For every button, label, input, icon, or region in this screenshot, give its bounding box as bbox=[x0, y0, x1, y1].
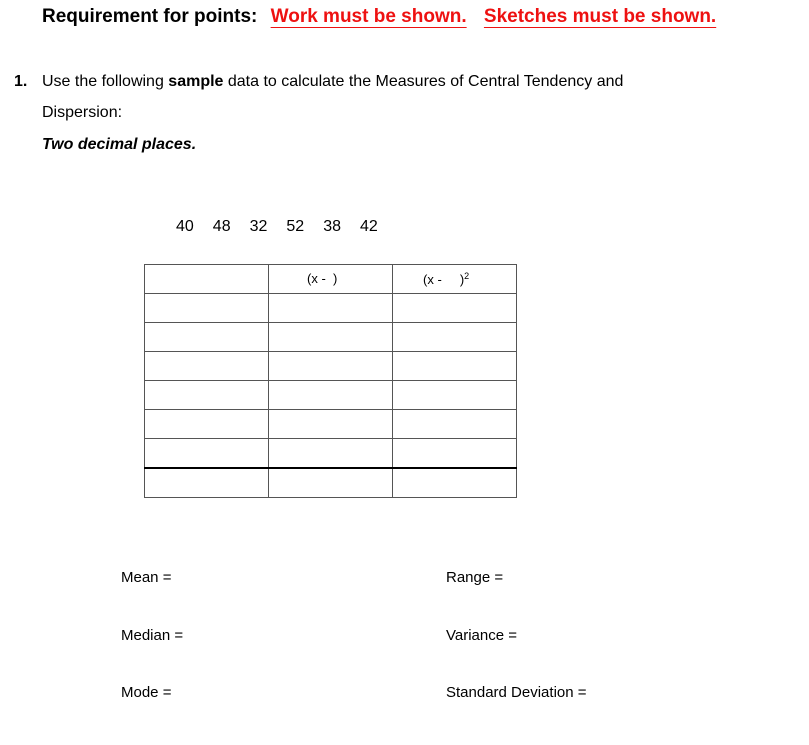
standard-deviation-label: Standard Deviation = bbox=[446, 684, 587, 701]
variance-label: Variance = bbox=[446, 627, 518, 644]
work-table bbox=[144, 264, 517, 498]
question-text-line1 bbox=[42, 73, 623, 91]
question-text-end: data to calculate the Measures of Central Tendency and bbox=[223, 73, 624, 90]
question-text-line2: Dispersion: bbox=[42, 104, 123, 121]
deviation-header: (x - ) bbox=[307, 271, 338, 286]
table-header-row bbox=[145, 265, 517, 294]
data-value: 52 bbox=[286, 218, 305, 235]
table-cell[interactable] bbox=[269, 294, 393, 323]
median-label: Median = bbox=[121, 627, 184, 644]
mode-label: Mode = bbox=[121, 684, 172, 701]
table-row bbox=[145, 323, 517, 352]
table-cell[interactable] bbox=[269, 323, 393, 352]
table-cell-squared-header[interactable] bbox=[393, 265, 517, 294]
table-cell-deviation-header[interactable] bbox=[269, 265, 393, 294]
table-cell[interactable] bbox=[393, 381, 517, 410]
table-cell[interactable] bbox=[269, 352, 393, 381]
table-cell[interactable] bbox=[269, 410, 393, 439]
table-row bbox=[145, 439, 517, 469]
table-cell[interactable] bbox=[269, 439, 393, 469]
data-value: 42 bbox=[359, 218, 378, 235]
table-cell[interactable] bbox=[145, 381, 269, 410]
squared-deviation-base: (x - ) bbox=[423, 272, 465, 287]
table-total-row bbox=[145, 468, 517, 498]
range-label: Range = bbox=[446, 569, 504, 586]
table-cell[interactable] bbox=[393, 439, 517, 469]
question-text-bold: sample bbox=[168, 73, 224, 90]
requirement-work: Work must be shown. bbox=[270, 6, 467, 27]
table-cell[interactable] bbox=[145, 468, 269, 498]
data-value: 48 bbox=[212, 218, 231, 235]
table-cell[interactable] bbox=[393, 410, 517, 439]
sample-data-values bbox=[176, 218, 397, 236]
squared-deviation-header bbox=[393, 265, 516, 287]
table-cell[interactable] bbox=[393, 352, 517, 381]
data-value: 38 bbox=[323, 218, 341, 235]
table-cell[interactable] bbox=[393, 323, 517, 352]
table-cell[interactable] bbox=[393, 294, 517, 323]
table-row bbox=[145, 410, 517, 439]
table-row bbox=[145, 294, 517, 323]
table-cell-x-header[interactable] bbox=[145, 265, 269, 294]
table-cell[interactable] bbox=[145, 294, 269, 323]
instruction-decimals: Two decimal places. bbox=[42, 136, 197, 153]
mean-label: Mean = bbox=[121, 569, 172, 586]
question-number: 1. bbox=[14, 73, 28, 90]
table-row bbox=[145, 352, 517, 381]
table-cell[interactable] bbox=[145, 439, 269, 469]
table-cell[interactable] bbox=[269, 468, 393, 498]
table-cell[interactable] bbox=[145, 352, 269, 381]
squared-exponent: 2 bbox=[464, 271, 470, 281]
requirements-header bbox=[42, 6, 716, 28]
table-cell[interactable] bbox=[393, 468, 517, 498]
table-cell[interactable] bbox=[145, 410, 269, 439]
table-cell[interactable] bbox=[269, 381, 393, 410]
question-text-start: Use the following bbox=[42, 73, 169, 90]
requirement-sketches: Sketches must be shown. bbox=[483, 6, 717, 27]
data-value: 40 bbox=[176, 218, 194, 235]
requirements-label: Requirement for points: bbox=[42, 6, 258, 27]
table-row bbox=[145, 381, 517, 410]
table-cell[interactable] bbox=[145, 323, 269, 352]
data-value: 32 bbox=[249, 218, 268, 235]
